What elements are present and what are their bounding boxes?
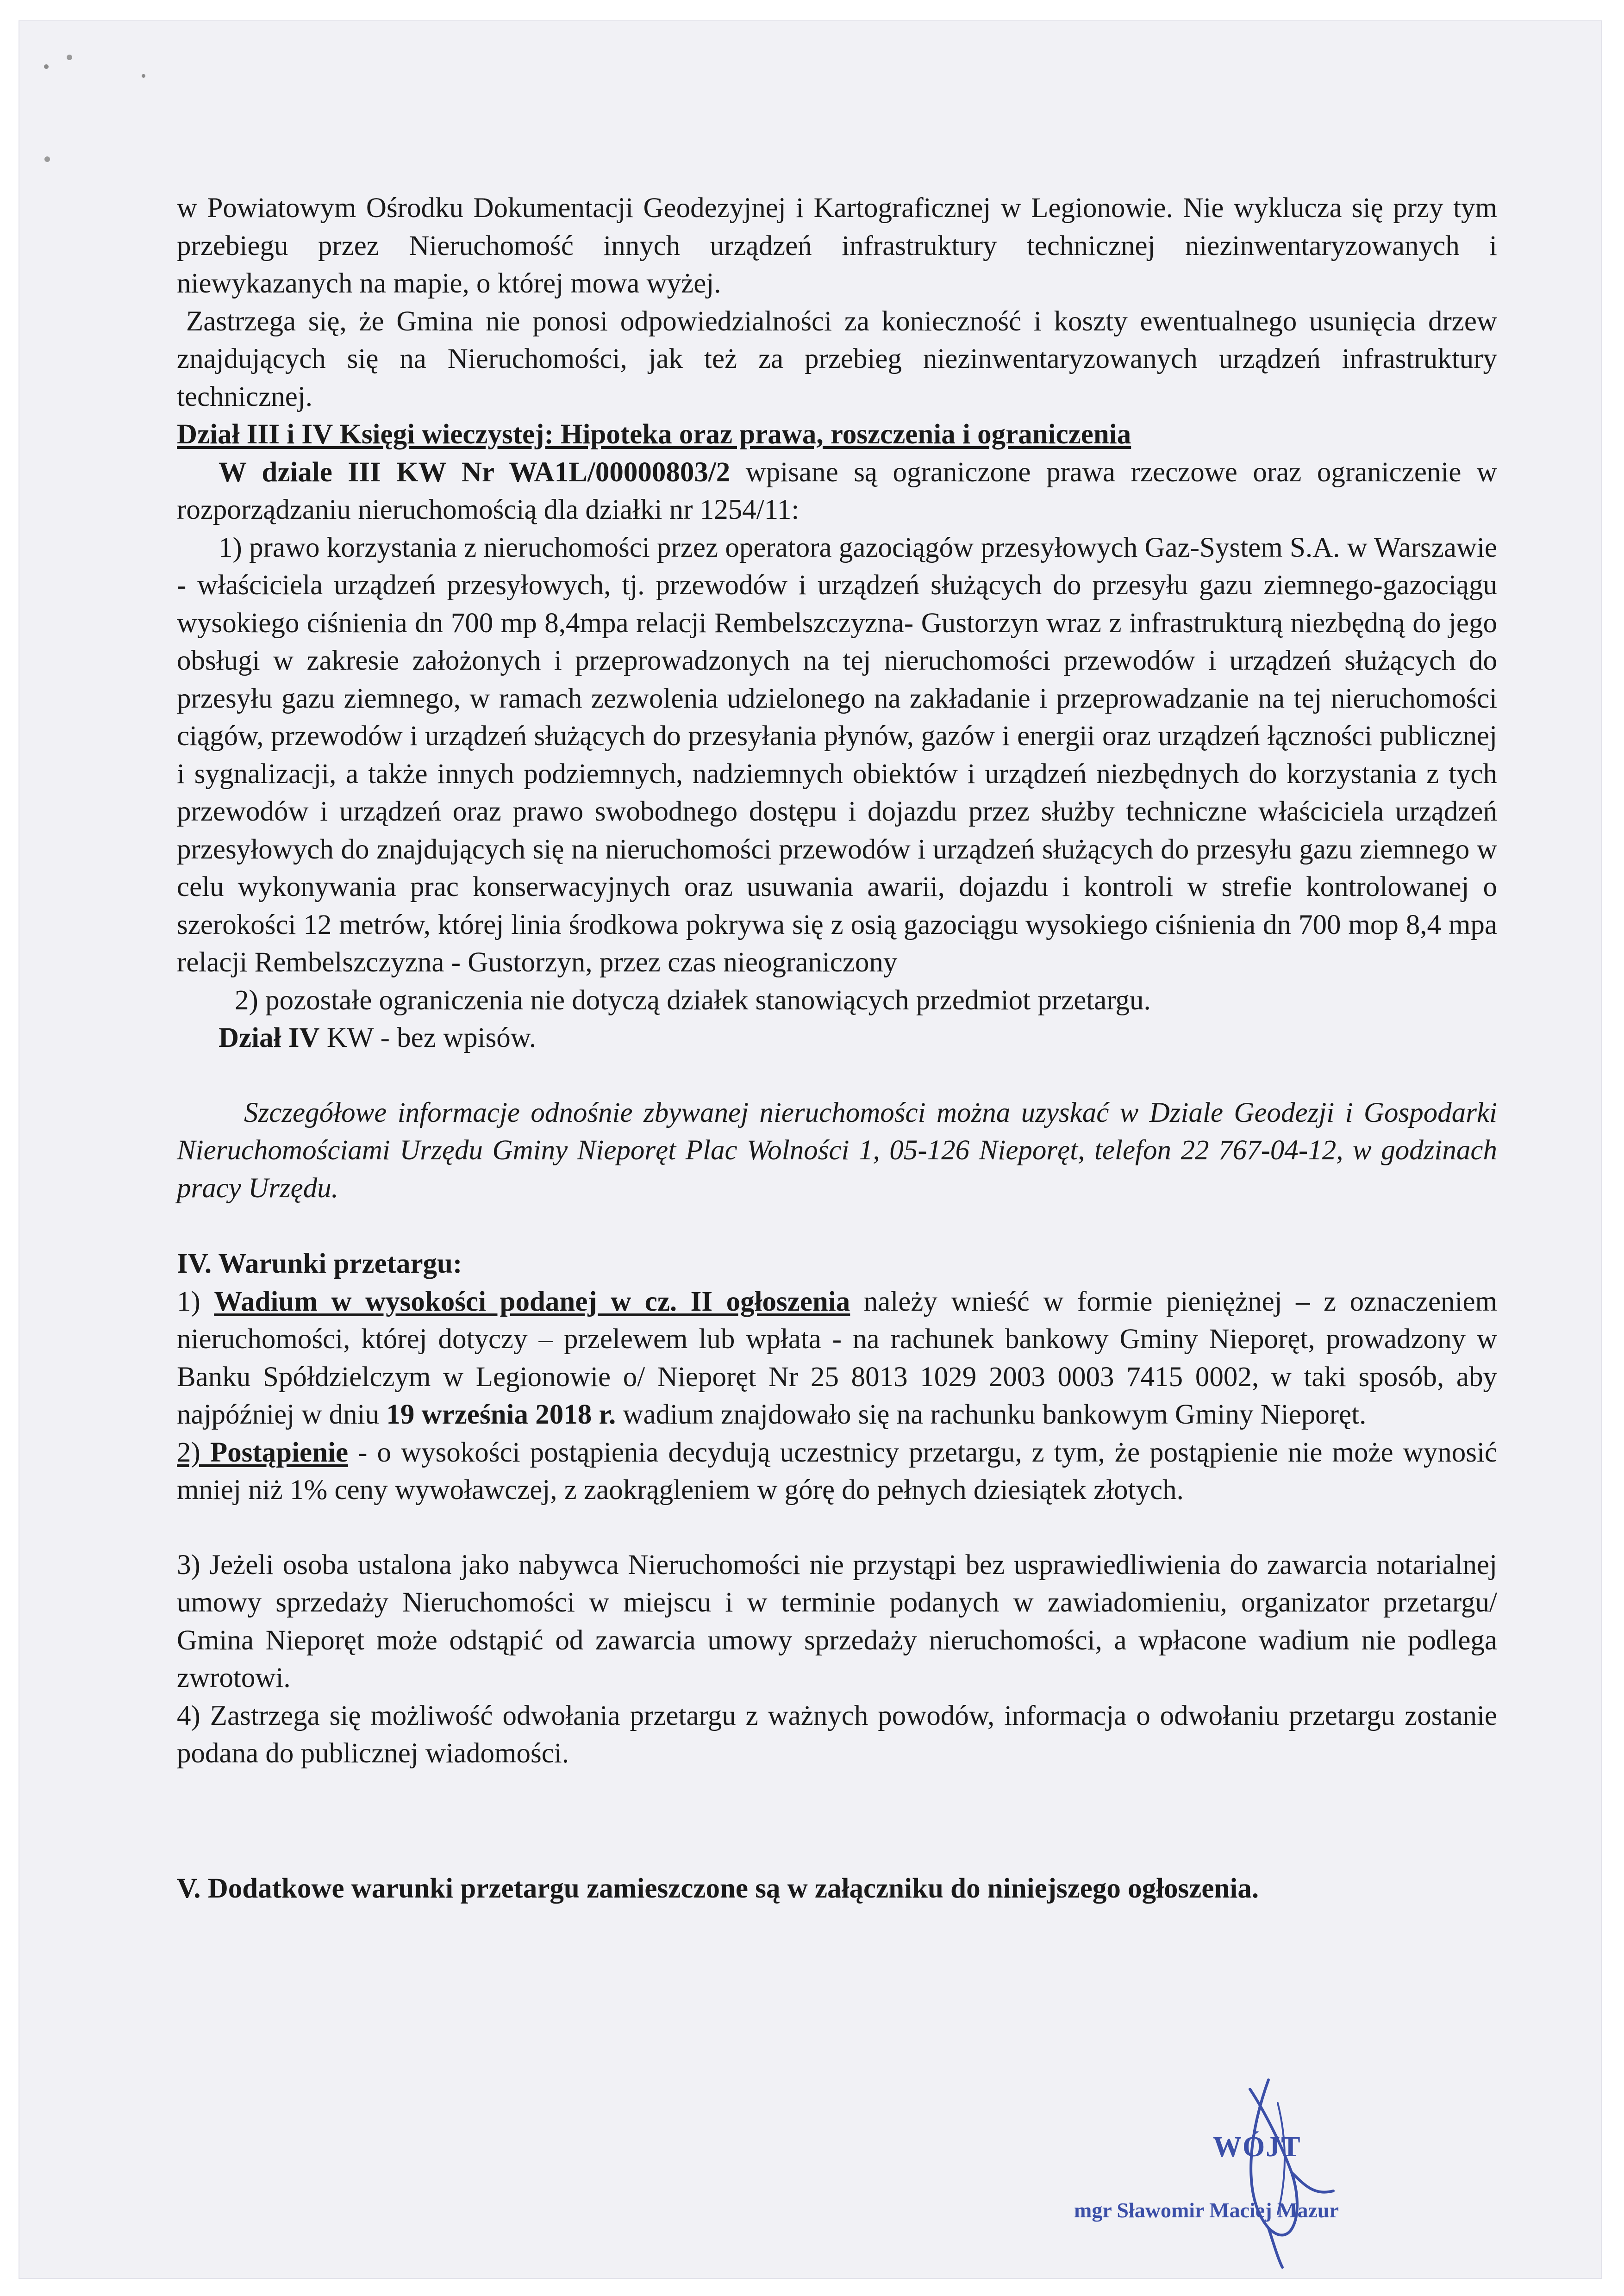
paragraph-trees-disclaimer: Zastrzega się, że Gmina nie ponosi odpowiedzialności za konieczność i koszty ewentualnego usunięcia drzew znajdujących się na Nieruchomości, jak też za przebieg niezinwentaryzowanych urządzeń infrastruktury technicznej.: [177, 305, 1497, 412]
scan-specks: [19, 20, 1602, 205]
paragraph-contact-info: Szczegółowe informacje odnośnie zbywanej nieruchomości można uzyskać w Dziale Geodezji i Gospodarki Nieruchomościami Urzędu Gminy Nieporęt Plac Wolności 1, 05-126 Nieporęt, telefon 22 767-04-12, w godzinach pracy Urzędu.: [177, 1097, 1497, 1204]
condition-bid-number: 2): [177, 1437, 210, 1468]
condition-deposit-number: 1): [177, 1286, 214, 1317]
paragraph-section-iv: [177, 1019, 1497, 1057]
stamp-signer-name: mgr Sławomir Maciej Mazur: [1074, 2198, 1339, 2222]
section-heading-land-register: Dział III i IV Księgi wieczystej: Hipoteka oraz prawa, roszczenia i ograniczenia: [177, 419, 1131, 450]
section-heading-conditions: IV. Warunki przetargu:: [177, 1248, 462, 1279]
section-iv-label: Dział IV: [219, 1022, 320, 1053]
condition-deposit-label: Wadium w wysokości podanej w cz. II ogłoszenia: [214, 1286, 850, 1317]
section-heading-additional-conditions: V. Dodatkowe warunki przetargu zamieszczone są w załączniku do niniejszego ogłoszenia.: [177, 1873, 1259, 1904]
kw-description: wpisane są ograniczone prawa rzeczowe oraz ograniczenie w rozporządzaniu nieruchomością dla działki nr 1254/11:: [177, 456, 1497, 525]
condition-bid-increment: [177, 1434, 1497, 1509]
handwritten-signature: [1074, 2075, 1491, 2270]
list-item-easement: 1) prawo korzystania z nieruchomości przez operatora gazociągów przesyłowych Gaz-System S.A. w Warszawie - właściciela urządzeń przesyłowych, tj. przewodów i urządzeń służących do przesyłu gazu ziemnego-gazociągu wysokiego ciśnienia dn 700 mp 8,4mpa relacji Rembelszczyzna- Gustorzyn wraz z infrastrukturą niezbędną do jego obsługi w zakresie założonych i przeprowadzonych na tej nieruchomości przewodów i urządzeń służących do przesyłu gazu ziemnego, w ramach zezwolenia udzielonego na zakładanie i przeprowadzanie na tej nieruchomości ciągów, przewodów i urządzeń służących do przesyłania płynów, gazów i energii oraz urządzeń łączności publicznej i sygnalizacji, a także innych podziemnych, nadziemnych obiektów i urządzeń niezbędnych do korzystania z tych przewodów i urządzeń oraz prawo swobodnego dostępu i dojazdu przez służby techniczne właściciela urządzeń przesyłowych do znajdujących się na nieruchomości przewodów i urządzeń służących do przesyłu gazu ziemnego w celu wykonywania prac konserwacyjnych oraz usuwania awarii, dojazdu i kontroli w strefie kontrolowanej o szerokości 12 metrów, której linia środkowa pokrywa się z osią gazociągu wysokiego ciśnienia dn 700 mop 8,4 mpa relacji Rembelszczyzna - Gustorzyn, przez czas nieograniczony: [177, 532, 1497, 978]
document-body: [177, 189, 1497, 1907]
paragraph-odgik: w Powiatowym Ośrodku Dokumentacji Geodezyjnej i Kartograficznej w Legionowie. Nie wyklucza się przy tym przebiegu przez Nieruchomość innych urządzeń infrastruktury technicznej niezinwentaryzowanych i niewykazanych na mapie, o której mowa wyżej.: [177, 193, 1497, 299]
kw-number: W dziale III KW Nr WA1L/00000803/2: [219, 456, 731, 488]
document-page: [19, 20, 1602, 2279]
paragraph-kw-entry: [177, 454, 1497, 529]
condition-deposit: [177, 1283, 1497, 1434]
condition-buyer-withdrawal: 3) Jeżeli osoba ustalona jako nabywca Nieruchomości nie przystąpi bez usprawiedliwienia do zawarcia notarialnej umowy sprzedaży Nieruchomości w miejscu i w terminie podanych w zawiadomieniu, organizator przetargu/ Gmina Nieporęt może odstąpić od zawarcia umowy sprzedaży nieruchomości, a wpłacone wadium nie podlega zwrotowi.: [177, 1549, 1497, 1693]
condition-bid-text: - o wysokości postąpienia decydują uczestnicy przetargu, z tym, że postąpienie nie może wynosić mniej niż 1% ceny wywoławczej, z zaokrągleniem w górę do pełnych dziesiątek złotych.: [177, 1437, 1497, 1506]
stamp-title: WÓJT: [1213, 2131, 1301, 2163]
signature-stamp: [1074, 2075, 1491, 2270]
list-item-other-limits: 2) pozostałe ograniczenia nie dotyczą działek stanowiących przedmiot przetargu.: [235, 984, 1151, 1016]
condition-deposit-text: należy wnieść w formie pieniężnej – z oznaczeniem nieruchomości, której dotyczy – przelewem lub wpłata - na rachunek bankowy Gminy Nieporęt, prowadzony w Banku Spółdzielczym w Legionowie o/ Nieporęt Nr 25 8013 1029 2003 0003 7415 0002, w taki sposób, aby najpóźniej w dniu: [177, 1286, 1497, 1430]
condition-deposit-end: wadium znajdowało się na rachunku bankowym Gminy Nieporęt.: [616, 1399, 1367, 1430]
condition-bid-label: Postąpienie: [210, 1437, 349, 1468]
condition-cancellation: 4) Zastrzega się możliwość odwołania przetargu z ważnych powodów, informacja o odwołaniu przetargu zostanie podana do publicznej wiadomości.: [177, 1700, 1497, 1769]
deposit-deadline: 19 września 2018 r.: [386, 1399, 616, 1430]
section-iv-text: KW - bez wpisów.: [319, 1022, 537, 1053]
